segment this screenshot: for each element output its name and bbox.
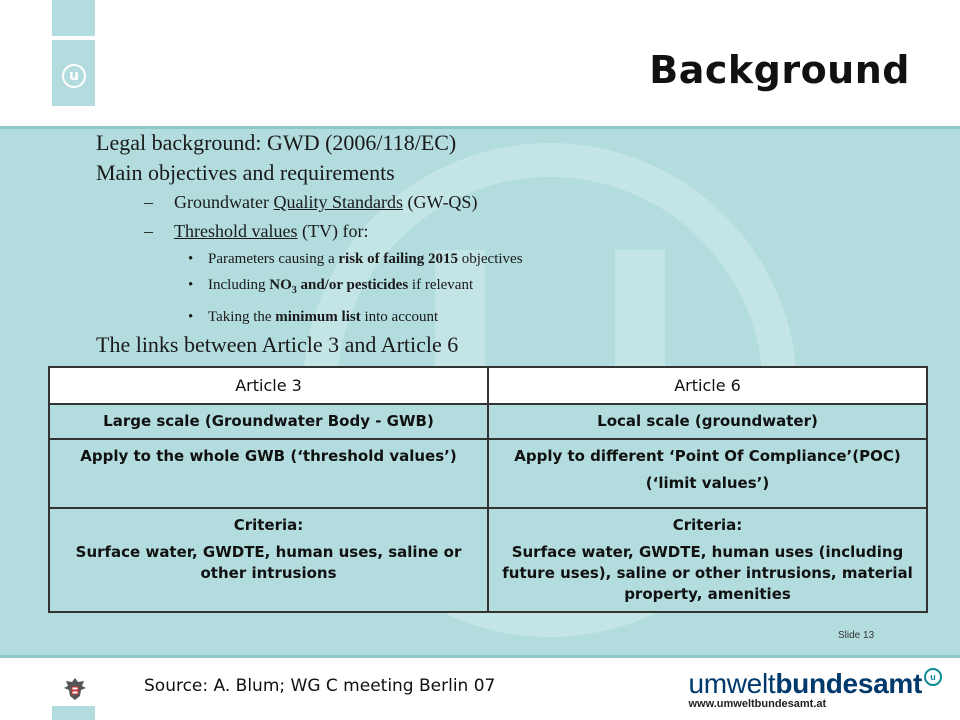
- sub-sub-bullet-risk: • Parameters causing a risk of failing 2015 objectives: [188, 251, 523, 267]
- left-strip-bottom: [52, 706, 95, 720]
- austrian-eagle-icon: [60, 674, 90, 704]
- brand-name: umweltbundesamt: [688, 668, 922, 699]
- cell-apply-article-3: Apply to the whole GWB (‘threshold values’): [49, 439, 488, 508]
- sub-sub-bullet-minimum-list: • Taking the minimum list into account: [188, 309, 439, 325]
- brand-url: www.umweltbundesamt.at: [688, 698, 827, 710]
- logo-u-icon: u: [62, 64, 86, 88]
- header-article-6: Article 6: [488, 367, 927, 404]
- sub-sub-bullet-no3: • Including $NO_3$ and/or pesticides if relevant: [188, 277, 474, 296]
- table-row: [49, 508, 927, 612]
- umweltbundesamt-logo: [52, 40, 95, 106]
- umweltbundesamt-brand: [688, 668, 936, 710]
- bullet-links-articles: The links between Article 3 and Article 6: [96, 332, 459, 357]
- cell-criteria-article-6: Criteria: Surface water, GWDTE, human uses (including future uses), saline or other intrusions, material property, amenities: [488, 508, 927, 612]
- slide-number: Slide 13: [838, 630, 875, 641]
- table-header-row: [49, 367, 927, 404]
- source-citation: Source: A. Blum; WG C meeting Berlin 07: [144, 676, 496, 696]
- table-row: [49, 404, 927, 439]
- slide-title: Background: [649, 48, 910, 92]
- bullet-legal-background: Legal background: GWD (2006/118/EC): [96, 130, 457, 155]
- header-article-3: Article 3: [49, 367, 488, 404]
- article-comparison-table: [48, 366, 928, 613]
- table-row: [49, 439, 927, 508]
- bullet-main-objectives: Main objectives and requirements: [96, 160, 395, 185]
- brand-u-icon: u: [924, 668, 942, 686]
- cell-apply-article-6: Apply to different ‘Point Of Compliance’(POC) (‘limit values’): [488, 439, 927, 508]
- sub-bullet-threshold-values: – Threshold values (TV) for:: [144, 221, 369, 241]
- sub-bullet-quality-standards: – Groundwater Quality Standards (GW-QS): [144, 192, 478, 212]
- cell-scale-article-6: Local scale (groundwater): [488, 404, 927, 439]
- cell-criteria-article-3: Criteria: Surface water, GWDTE, human uses, saline or other intrusions: [49, 508, 488, 612]
- left-strip-top: [52, 0, 95, 36]
- cell-scale-article-3: Large scale (Groundwater Body - GWB): [49, 404, 488, 439]
- bullet-list: [96, 128, 856, 360]
